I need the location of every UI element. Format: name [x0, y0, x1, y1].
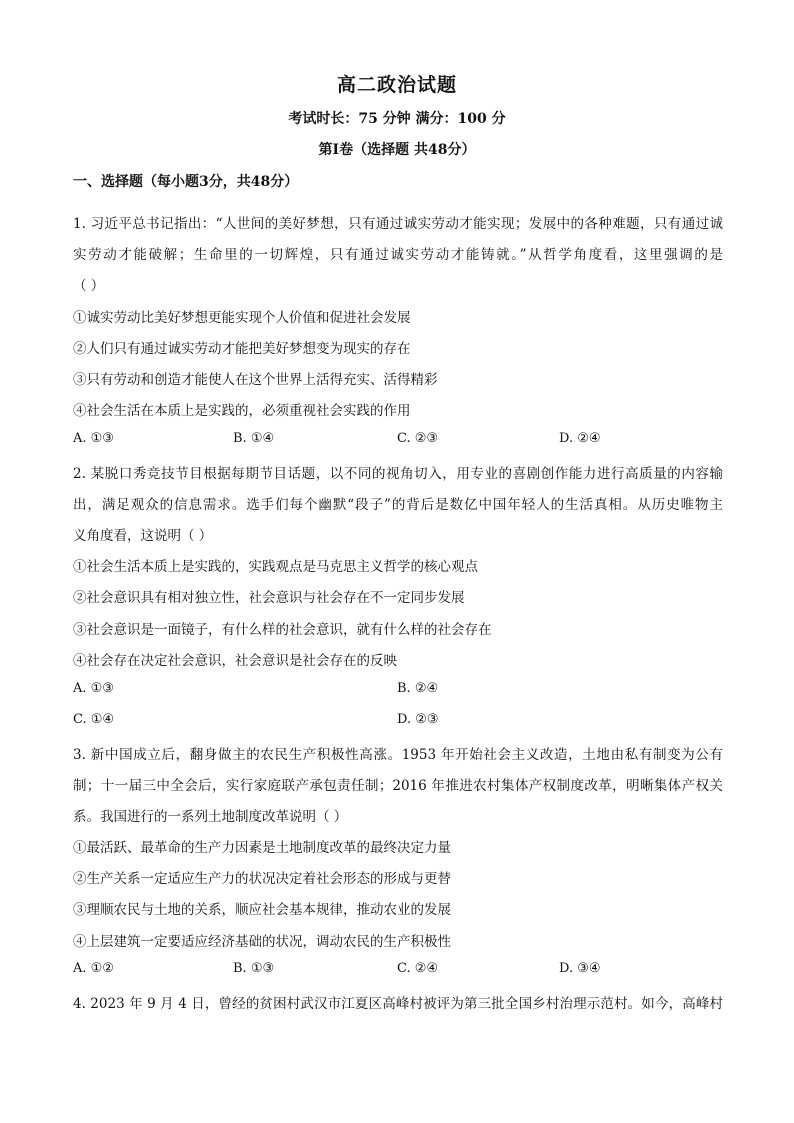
page-title: 高二政治试题	[336, 74, 457, 96]
q2-option-d[interactable]: D. ②③	[397, 712, 439, 727]
q3-option-a[interactable]: A. ①②	[73, 961, 114, 976]
q1-statement-3: ③只有劳动和创造才能使人在这个世界上活得充实、活得精彩	[73, 372, 438, 388]
q2-stem-line-2: 出，满足观众的信息需求。选手们每个幽默“段子”的背后是数亿中国年轻人的生活真相。从历史唯物主	[73, 497, 723, 513]
q3-option-b[interactable]: B. ①③	[233, 961, 275, 976]
part-title: 第Ⅰ卷（选择题 共48分）	[318, 142, 476, 158]
q3-statement-3: ③理顺农民与土地的关系，顺应社会基本规律，推动农业的发展	[73, 902, 451, 918]
q3-option-d[interactable]: D. ③④	[559, 961, 601, 976]
q2-option-c[interactable]: C. ①④	[73, 712, 115, 727]
q1-option-a[interactable]: A. ①③	[73, 431, 114, 446]
q1-stem-line-3: （ ）	[73, 278, 105, 294]
q1-statement-4: ④社会生活在本质上是实践的，必须重视社会实践的作用	[73, 403, 411, 419]
q3-statement-2: ②生产关系一定适应生产力的状况决定着社会形态的形成与更替	[73, 871, 451, 887]
q3-stem-line-1: 3. 新中国成立后，翻身做主的农民生产积极性高涨。1953 年开始社会主义改造，土地由私有制变为公有	[73, 747, 723, 763]
q3-stem-line-3: 系。我国进行的一系列土地制度改革说明（ ）	[73, 809, 348, 825]
q1-stem-line-1: 1. 习近平总书记指出：“人世间的美好梦想，只有通过诚实劳动才能实现；发展中的各种难题，只有通过诚	[73, 216, 723, 232]
q2-stem-line-1: 2. 某脱口秀竞技节目根据每期节目话题，以不同的视角切入，用专业的喜剧创作能力进行高质量的内容输	[73, 466, 723, 482]
q1-statement-1: ①诚实劳动比美好梦想更能实现个人价值和促进社会发展	[73, 310, 411, 326]
q2-option-b[interactable]: B. ②④	[397, 681, 439, 696]
q3-option-c[interactable]: C. ②④	[397, 961, 439, 976]
section-title: 一、选择题（每小题3分，共48分）	[73, 174, 299, 190]
q1-option-b[interactable]: B. ①④	[233, 431, 275, 446]
exam-info: 考试时长：75 分钟 满分：100 分	[288, 111, 506, 127]
q4-stem-line-1: 4. 2023 年 9 月 4 日，曾经的贫困村武汉市江夏区高峰村被评为第三批全国乡村治理示范村。如今，高峰村	[73, 996, 723, 1012]
q3-stem-line-2: 制；十一届三中全会后，实行家庭联产承包责任制；2016 年推进农村集体产权制度改革，明晰集体产权关	[73, 778, 723, 794]
q2-stem-line-3: 义角度看，这说明（ ）	[73, 528, 213, 544]
q2-statement-1: ①社会生活本质上是实践的，实践观点是马克思主义哲学的核心观点	[73, 559, 478, 575]
q3-statement-4: ④上层建筑一定要适应经济基础的状况，调动农民的生产积极性	[73, 934, 451, 950]
q3-statement-1: ①最活跃、最革命的生产力因素是土地制度改革的最终决定力量	[73, 840, 451, 856]
q1-statement-2: ②人们只有通过诚实劳动才能把美好梦想变为现实的存在	[73, 341, 411, 357]
q1-stem-line-2: 实劳动才能破解；生命里的一切辉煌，只有通过诚实劳动才能铸就。”从哲学角度看，这里强调的是	[73, 247, 723, 263]
q2-option-a[interactable]: A. ①③	[73, 681, 114, 696]
q2-statement-4: ④社会存在决定社会意识，社会意识是社会存在的反映	[73, 653, 397, 669]
q2-statement-2: ②社会意识具有相对独立性，社会意识与社会存在不一定同步发展	[73, 590, 465, 606]
q1-option-d[interactable]: D. ②④	[559, 431, 601, 446]
q2-statement-3: ③社会意识是一面镜子，有什么样的社会意识，就有什么样的社会存在	[73, 622, 492, 638]
q1-option-c[interactable]: C. ②③	[397, 431, 439, 446]
